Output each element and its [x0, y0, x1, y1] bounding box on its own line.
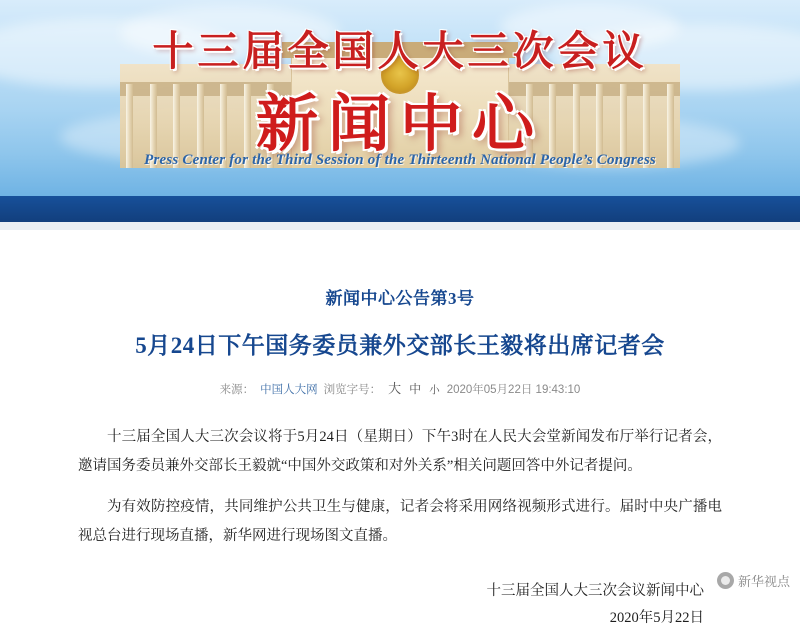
article-sign-date: 2020年5月22日 [609, 610, 704, 626]
section-divider [0, 222, 800, 230]
publish-timestamp: 2020年05月22日 19:43:10 [446, 384, 581, 396]
source-link[interactable]: 中国人大网 [260, 384, 318, 396]
page-title: 5月24日下午国务委员兼外交部长王毅将出席记者会 [135, 333, 665, 358]
notice-number: 新闻中心公告第3号 [325, 289, 475, 308]
article-paragraph: 为有效防控疫情，共同维护公共卫生与健康，记者会将采用网络视频形式进行。届时中央广播电视总台进行现场直播，新华网进行现场图文直播。 [78, 499, 722, 544]
article-paragraph: 十三届全国人大三次会议将于5月24日（星期日）下午3时在人民大会堂新闻发布厅举行记者会，邀请国务委员兼外交部长王毅就“中国外交政策和对外关系”相关问题回答中外记者提问。 [78, 429, 722, 474]
source-label: 来源： [219, 384, 255, 396]
font-size-medium-button[interactable]: 中 [409, 382, 422, 396]
article-body [78, 423, 722, 551]
weibo-watermark-icon [717, 572, 734, 589]
banner-subtitle: Press Center for the Third Session of the Thirteenth National People’s Congress [144, 152, 656, 168]
page-banner [0, 0, 800, 196]
navigation-bar [0, 196, 800, 222]
article-signature: 十三届全国人大三次会议新闻中心 [486, 583, 704, 599]
font-size-small-button[interactable]: 小 [429, 384, 440, 396]
article-container [0, 230, 800, 627]
banner-title-line2: 新闻中心 [255, 91, 544, 159]
banner-title-line1: 十三届全国人大三次会议 [152, 28, 648, 74]
watermark [717, 571, 790, 590]
font-size-large-button[interactable]: 大 [388, 381, 402, 396]
article-meta [78, 378, 722, 397]
watermark-text: 新华视点 [737, 574, 790, 589]
font-size-label: 浏览字号： [323, 384, 382, 396]
